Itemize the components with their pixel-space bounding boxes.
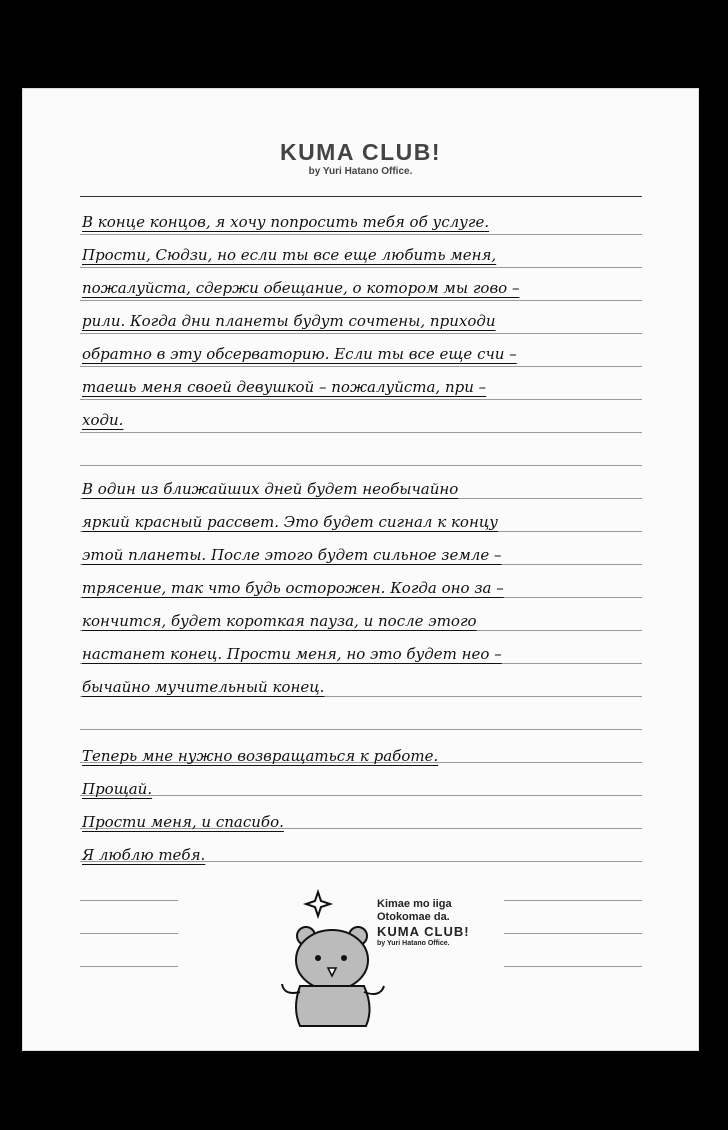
top-rule [80,196,642,197]
letter-line: В конце концов, я хочу попросить тебя об услуге. [82,213,490,231]
ruled-line [80,729,642,730]
ruled-line [80,465,642,466]
letter-line: бычайно мучительный конец. [82,678,325,696]
letter-line: пожалуйста, сдержи обещание, о котором мы гово – [82,279,520,297]
letterhead-title: KUMA CLUB! [279,139,442,165]
letter-line: В один из ближайших дней будет необычайно [82,480,459,498]
letter-line: Прости, Сюдзи, но если ты все еще любить меня, [82,246,497,264]
ruled-line [504,900,642,901]
letter-line: ходи. [82,411,124,429]
letter-line: трясение, так что будь осторожен. Когда оно за – [82,579,504,597]
letter-line: Прощай. [82,780,153,798]
ruled-line [80,966,178,967]
stamp [377,898,517,948]
letter-line: Я люблю тебя. [82,846,206,864]
stamp-brand: KUMA CLUB! [377,924,470,939]
ruled-line [504,933,642,934]
letterhead [22,140,699,178]
sparkle-icon [306,892,330,916]
letter-line: этой планеты. После этого будет сильное земле – [82,546,502,564]
stamp-line2: Otokomae da. [377,911,450,923]
letter-line: Прости меня, и спасибо. [82,813,284,831]
ruled-line [504,966,642,967]
ruled-line [80,900,178,901]
letter-line: кончится, будет короткая пауза, и после этого [82,612,477,630]
letter-line: обратно в эту обсерваторию. Если ты все еще счи – [82,345,517,363]
stamp-by: by Yuri Hatano Office. [377,940,450,947]
letter-line: таешь меня своей девушкой – пожалуйста, при – [82,378,487,396]
letter-line: Теперь мне нужно возвращаться к работе. [82,747,439,765]
letterhead-subtitle: by Yuri Hatano Office. [308,166,413,177]
ruled-line [80,933,178,934]
letter-line: яркий красный рассвет. Это будет сигнал к концу [82,513,499,531]
letter-paper [22,88,699,1051]
letter-line: настанет конец. Прости меня, но это будет нео – [82,645,502,663]
stamp-line1: Kimae mo iiga [377,898,452,910]
letter-line: рили. Когда дни планеты будут сочтены, приходи [82,312,496,330]
